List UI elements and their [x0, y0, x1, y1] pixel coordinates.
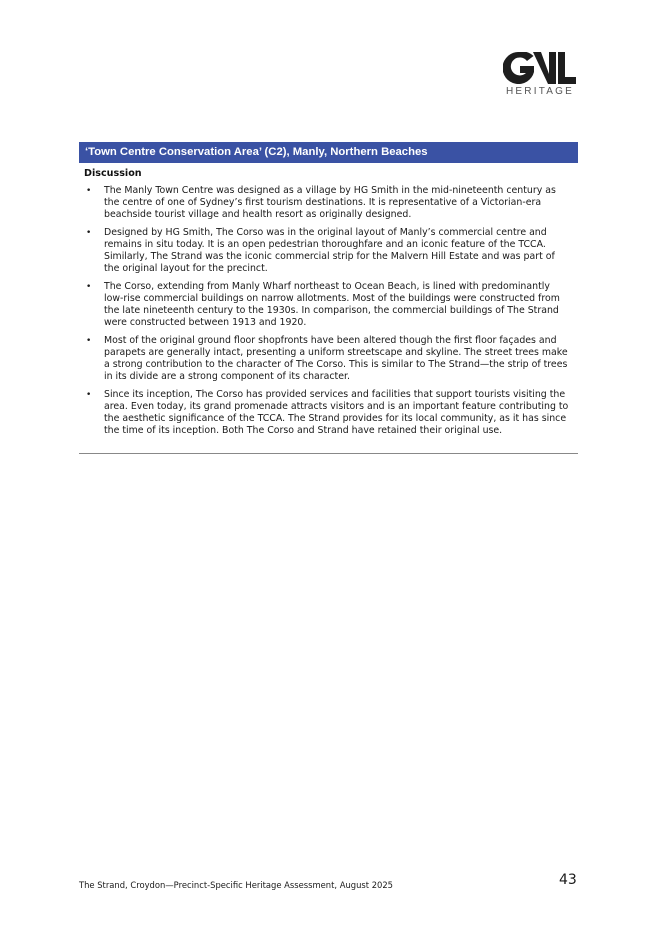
company-logo [503, 52, 577, 98]
discussion-heading: Discussion [84, 168, 142, 179]
bullet-icon: • [86, 228, 92, 238]
list-item-text: Designed by HG Smith, The Corso was in the original layout of Manly’s commercial centre and remains in situ today. It is an open pedestrian thoroughfare and an iconic feature of the TCCA. Similarly, The Strand was the iconic commercial strip for the Malvern Hill Estate and was part of the original layout for the precinct. [104, 227, 555, 274]
list-item-text: The Manly Town Centre was designed as a village by HG Smith in the mid-nineteenth century as the centre of one of Sydney’s first tourism destinations. It is representative of a Victorian-era beachside tourist village and health resort as originally designed. [104, 185, 556, 220]
footer-document-title: The Strand, Croydon—Precinct-Specific Heritage Assessment, August 2025 [79, 880, 394, 890]
list-item [79, 185, 578, 221]
logo-subtitle: HERITAGE [506, 86, 574, 97]
list-item-text: Most of the original ground floor shopfronts have been altered though the first floor façades and parapets are generally intact, presenting a uniform streetscape and skyline. The street trees make a strong contribution to the character of The Corso. This is similar to The Strand—the strip of trees in its divide are a strong component of its character. [104, 335, 568, 382]
list-item [79, 335, 578, 383]
list-item [79, 227, 578, 275]
bullet-icon: • [86, 186, 92, 196]
page-number: 43 [559, 872, 577, 888]
section-divider [79, 453, 578, 454]
section-title-bar: ‘Town Centre Conservation Area’ (C2), Manly, Northern Beaches [79, 142, 578, 163]
list-item [79, 389, 578, 437]
list-item [79, 281, 578, 329]
bullet-icon: • [86, 390, 92, 400]
bullet-icon: • [86, 282, 92, 292]
list-item-text: Since its inception, The Corso has provided services and facilities that support tourists visiting the area. Even today, its grand promenade attracts visitors and is an important feature contributing to the aesthetic significance of the TCCA. The Strand provides for its local community, as it has since the time of its inception. Both The Corso and Strand have retained their original use. [104, 389, 569, 436]
gml-heritage-logo-icon [503, 52, 577, 84]
discussion-list [79, 185, 578, 443]
bullet-icon: • [86, 336, 92, 346]
list-item-text: The Corso, extending from Manly Wharf northeast to Ocean Beach, is lined with predominantly low-rise commercial buildings on narrow allotments. Most of the buildings were constructed from the late nineteenth century to the 1930s. In comparison, the commercial buildings of The Strand were constructed between 1913 and 1920. [104, 281, 560, 328]
